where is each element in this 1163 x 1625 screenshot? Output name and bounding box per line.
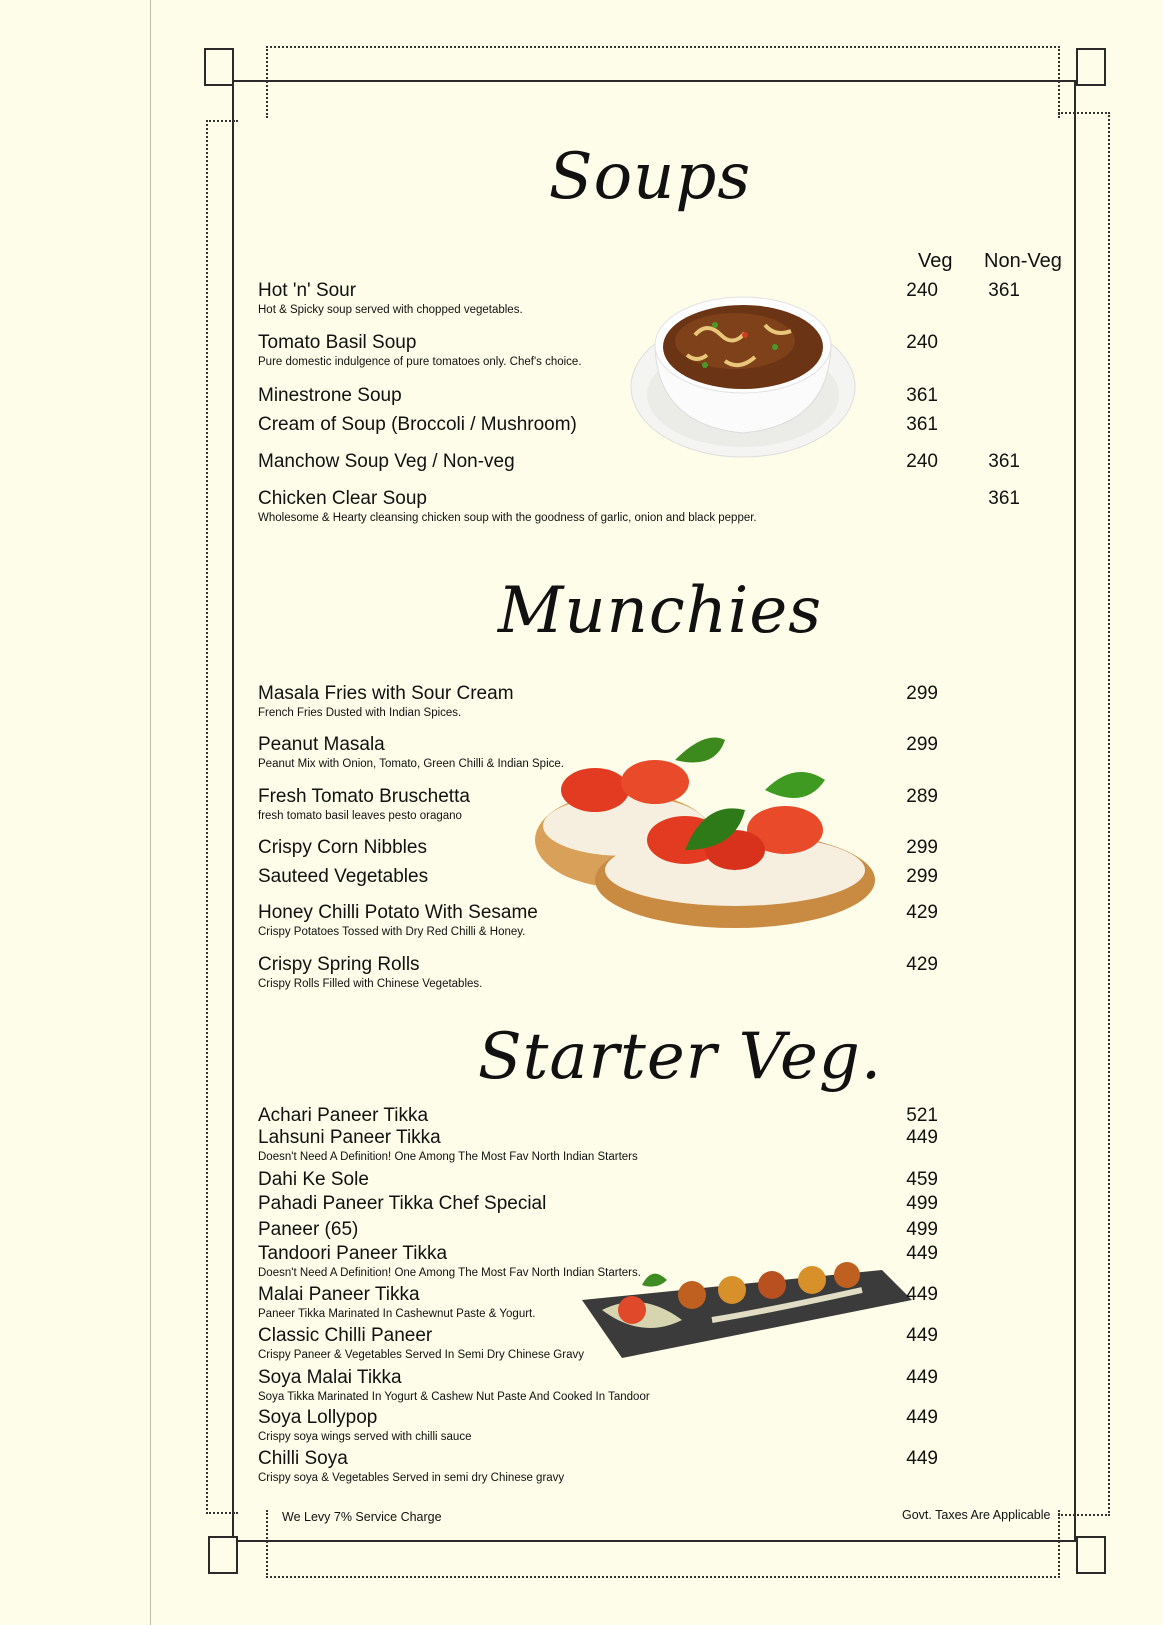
price-veg: 521 xyxy=(906,1105,938,1126)
menu-item xyxy=(258,332,582,369)
menu-item xyxy=(258,488,757,525)
menu-item-description: Peanut Mix with Onion, Tomato, Green Chilli & Indian Spice. xyxy=(258,758,564,770)
menu-item-name: Chicken Clear Soup xyxy=(258,488,427,509)
corner-bottom-right xyxy=(1076,1536,1106,1574)
menu-item-description: Crispy Rolls Filled with Chinese Vegetables. xyxy=(258,978,483,990)
price-veg: 449 xyxy=(906,1367,938,1388)
menu-item-description: Doesn't Need A Definition! One Among The Most Fav North Indian Starters. xyxy=(258,1267,641,1279)
menu-item-description: Crispy soya wings served with chilli sauce xyxy=(258,1431,472,1443)
menu-item-description: Wholesome & Hearty cleansing chicken soup with the goodness of garlic, onion and black pepper. xyxy=(258,512,757,524)
menu-item-name: Tandoori Paneer Tikka xyxy=(258,1243,448,1264)
menu-item-name: Peanut Masala xyxy=(258,734,385,755)
menu-item xyxy=(258,1325,584,1362)
menu-item-name: Lahsuni Paneer Tikka xyxy=(258,1127,441,1148)
price-veg: 449 xyxy=(906,1407,938,1428)
price-nonveg: 361 xyxy=(988,451,1020,472)
menu-item xyxy=(258,1407,471,1444)
menu-item xyxy=(258,1219,358,1241)
dotted-frame-right xyxy=(1058,112,1110,1516)
menu-item-name: Tomato Basil Soup xyxy=(258,332,417,353)
price-veg: 299 xyxy=(906,734,938,755)
price-veg: 240 xyxy=(906,451,938,472)
price-veg: 449 xyxy=(906,1325,938,1346)
menu-item-name: Pahadi Paneer Tikka Chef Special xyxy=(258,1193,547,1214)
menu-item-description: Crispy Paneer & Vegetables Served In Semi Dry Chinese Gravy xyxy=(258,1349,584,1361)
price-veg: 499 xyxy=(906,1193,938,1214)
menu-item-description: Hot & Spicky soup served with chopped vegetables. xyxy=(258,304,523,316)
menu-item xyxy=(258,1127,638,1164)
menu-item-name: Fresh Tomato Bruschetta xyxy=(258,786,470,807)
dotted-frame-top xyxy=(266,46,1060,118)
menu-item xyxy=(258,1105,428,1127)
menu-item-name: Manchow Soup Veg / Non-veg xyxy=(258,451,515,472)
menu-item-description: Paneer Tikka Marinated In Cashewnut Paste & Yogurt. xyxy=(258,1308,536,1320)
price-veg: 429 xyxy=(906,954,938,975)
price-veg: 240 xyxy=(906,332,938,353)
menu-item-description: French Fries Dusted with Indian Spices. xyxy=(258,707,462,719)
menu-item xyxy=(258,1367,650,1404)
price-nonveg: 361 xyxy=(988,280,1020,301)
footer-taxes: Govt. Taxes Are Applicable xyxy=(902,1508,1051,1522)
menu-item xyxy=(258,902,538,939)
price-veg: 429 xyxy=(906,902,938,923)
menu-item-name: Classic Chilli Paneer xyxy=(258,1325,433,1346)
price-veg: 449 xyxy=(906,1284,938,1305)
dotted-frame-left xyxy=(206,120,238,1514)
menu-item-name: Honey Chilli Potato With Sesame xyxy=(258,902,538,923)
menu-item xyxy=(258,1284,535,1321)
menu-item-name: Sauteed Vegetables xyxy=(258,866,429,887)
menu-item-description: Crispy soya & Vegetables Served in semi dry Chinese gravy xyxy=(258,1472,565,1484)
section-title-starter-veg: Starter Veg. xyxy=(477,1020,883,1094)
price-veg: 289 xyxy=(906,786,938,807)
menu-item-name: Soya Malai Tikka xyxy=(258,1367,402,1388)
menu-item-name: Paneer (65) xyxy=(258,1219,359,1240)
menu-item-description: Doesn't Need A Definition! One Among The Most Fav North Indian Starters xyxy=(258,1151,638,1163)
menu-item xyxy=(258,683,514,720)
menu-item xyxy=(258,734,564,771)
price-veg: 499 xyxy=(906,1219,938,1240)
corner-bottom-left xyxy=(208,1536,238,1574)
menu-item xyxy=(258,786,470,823)
column-heading-veg: Veg xyxy=(918,250,953,272)
menu-item xyxy=(258,1193,546,1215)
menu-item-name: Crispy Spring Rolls xyxy=(258,954,420,975)
column-heading-nonveg: Non-Veg xyxy=(984,250,1062,272)
price-veg: 299 xyxy=(906,866,938,887)
price-veg: 299 xyxy=(906,837,938,858)
menu-item-name: Malai Paneer Tikka xyxy=(258,1284,420,1305)
menu-item xyxy=(258,1169,369,1191)
menu-item xyxy=(258,1243,641,1280)
menu-item-description: Soya Tikka Marinated In Yogurt & Cashew Nut Paste And Cooked In Tandoor xyxy=(258,1391,650,1403)
menu-item-name: Cream of Soup (Broccoli / Mushroom) xyxy=(258,414,577,435)
price-veg: 240 xyxy=(906,280,938,301)
menu-item-name: Crispy Corn Nibbles xyxy=(258,837,427,858)
menu-item-name: Achari Paneer Tikka xyxy=(258,1105,429,1126)
price-veg: 459 xyxy=(906,1169,938,1190)
menu-item xyxy=(258,1448,564,1485)
price-veg: 449 xyxy=(906,1448,938,1469)
price-nonveg: 361 xyxy=(988,488,1020,509)
menu-item xyxy=(258,837,427,859)
corner-top-right xyxy=(1076,48,1106,86)
menu-item-name: Soya Lollypop xyxy=(258,1407,378,1428)
menu-item xyxy=(258,451,515,473)
price-veg: 361 xyxy=(906,385,938,406)
bruschetta-image xyxy=(535,730,875,930)
price-veg: 299 xyxy=(906,683,938,704)
menu-item-description: Pure domestic indulgence of pure tomatoes only. Chef's choice. xyxy=(258,356,582,368)
section-title-soups: Soups xyxy=(548,140,752,214)
price-veg: 449 xyxy=(906,1127,938,1148)
footer-service-charge: We Levy 7% Service Charge xyxy=(282,1510,442,1524)
menu-item-name: Dahi Ke Sole xyxy=(258,1169,369,1190)
price-veg: 449 xyxy=(906,1243,938,1264)
menu-item xyxy=(258,280,523,317)
menu-item-description: Crispy Potatoes Tossed with Dry Red Chilli & Honey. xyxy=(258,926,526,938)
menu-item xyxy=(258,954,482,991)
menu-item-name: Minestrone Soup xyxy=(258,385,402,406)
menu-item-description: fresh tomato basil leaves pesto oragano xyxy=(258,810,462,822)
price-veg: 361 xyxy=(906,414,938,435)
corner-top-left xyxy=(204,48,234,86)
menu-item-name: Chilli Soya xyxy=(258,1448,348,1469)
menu-item xyxy=(258,414,577,436)
book-spine xyxy=(0,0,151,1625)
soup-bowl-image xyxy=(625,275,860,475)
menu-item xyxy=(258,866,428,888)
section-title-munchies: Munchies xyxy=(497,574,823,648)
menu-item-name: Masala Fries with Sour Cream xyxy=(258,683,514,704)
menu-item-name: Hot 'n' Sour xyxy=(258,280,357,301)
menu-item xyxy=(258,385,402,407)
